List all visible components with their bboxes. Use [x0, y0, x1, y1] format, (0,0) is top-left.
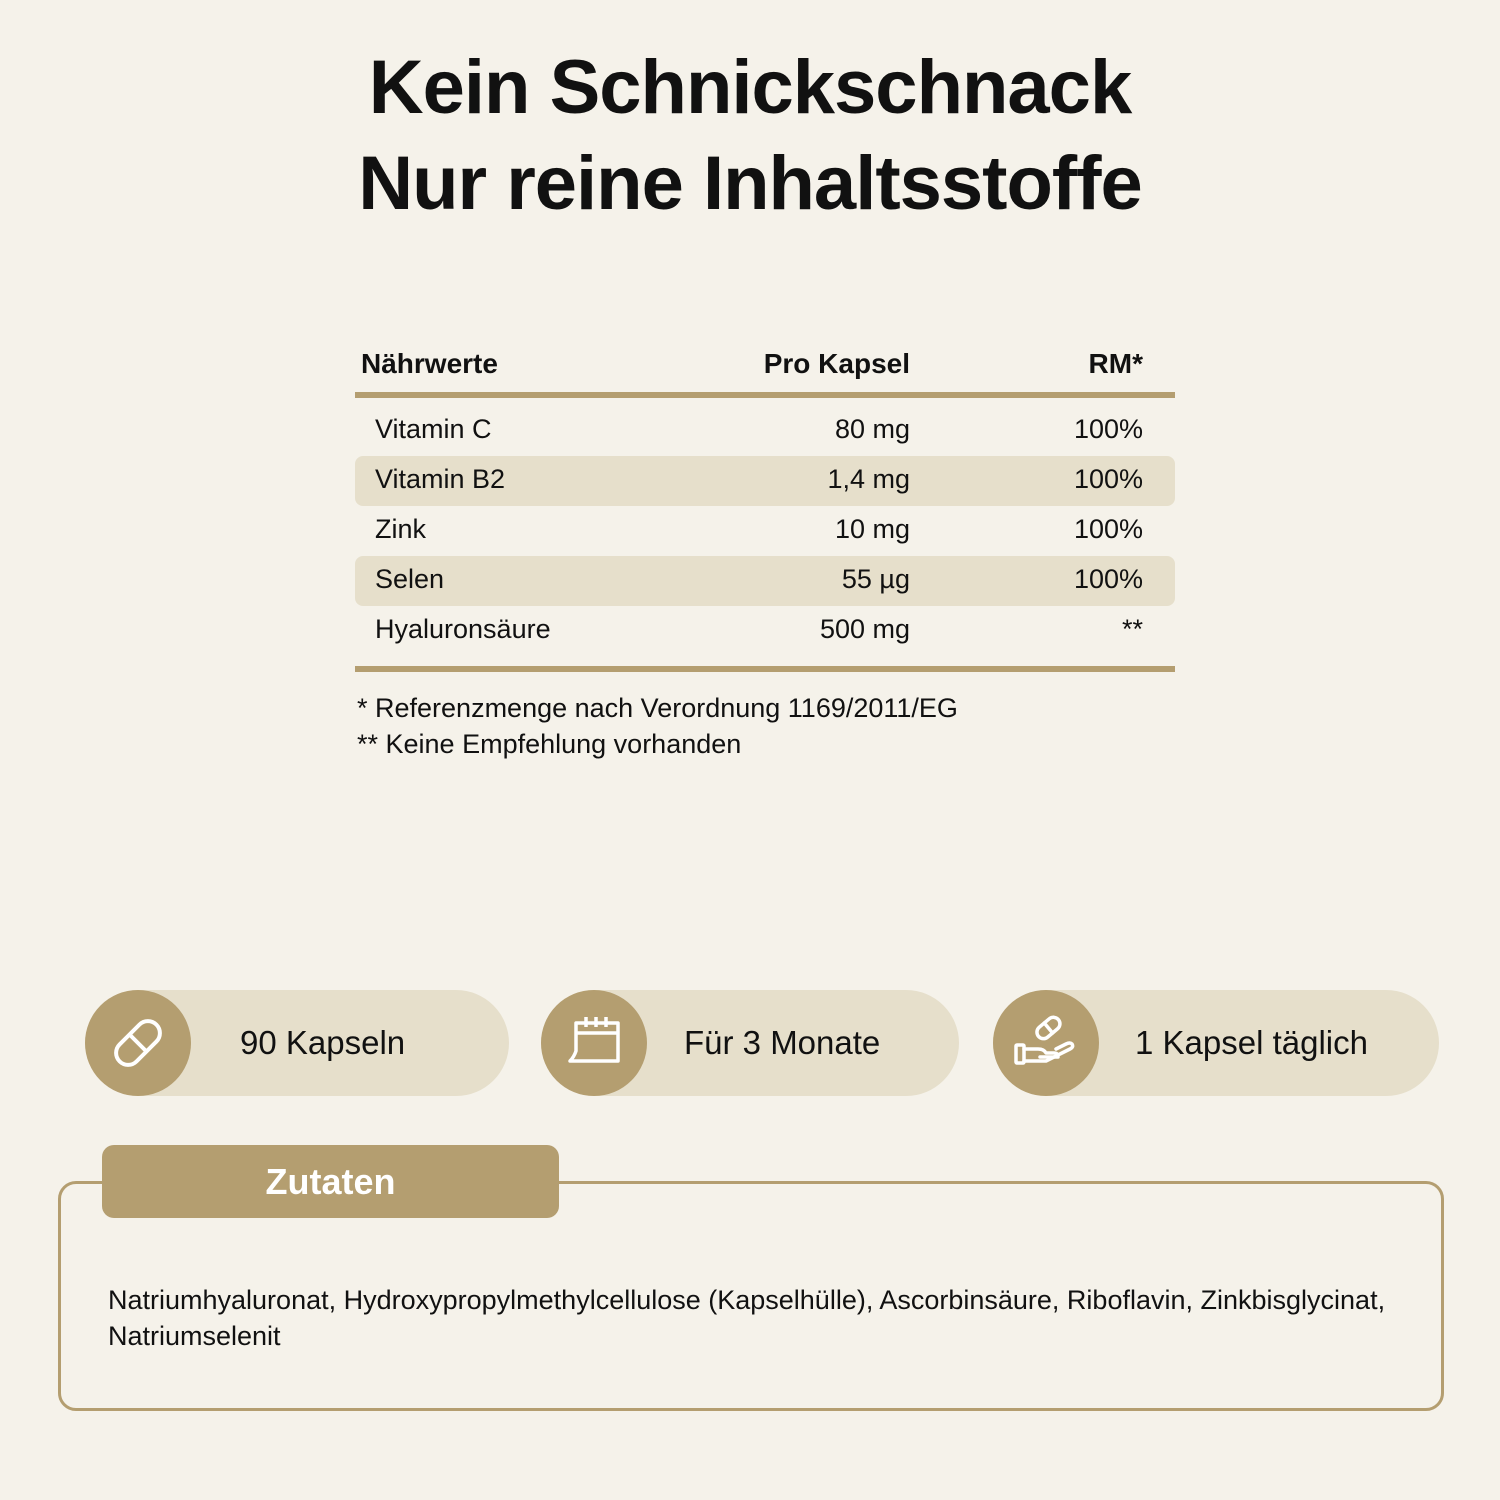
- footnote-no-recommendation: ** Keine Empfehlung vorhanden: [357, 729, 742, 759]
- badge-capsules: [85, 990, 509, 1096]
- row-amount: 1,4 mg: [827, 464, 910, 494]
- headline-line-1: Kein Schnickschnack: [368, 45, 1132, 130]
- row-amount: 500 mg: [819, 614, 910, 644]
- ingredients-text: Natriumhyaluronat, Hydroxypropylmethylcellulose (Kapselhülle), Ascorbinsäure, Riboflavin, Zinkbisglycinat, Natriumselenit: [108, 1285, 1386, 1351]
- table-header: [355, 340, 1175, 398]
- badge-icon-circle: [85, 990, 191, 1096]
- row-rm: **: [1121, 614, 1143, 644]
- nutrition-table: [355, 340, 1175, 672]
- row-amount: 10 mg: [834, 514, 910, 544]
- header-naehrwerte: Nährwerte: [361, 348, 498, 379]
- badge-icon-circle: [541, 990, 647, 1096]
- table-row: [355, 556, 1175, 606]
- hand-pill-icon: [1012, 1011, 1080, 1075]
- row-name: Vitamin B2: [375, 464, 506, 494]
- row-rm: 100%: [1073, 514, 1143, 544]
- header-rm: RM*: [1088, 348, 1143, 379]
- table-row: [355, 406, 1175, 456]
- row-rm: 100%: [1073, 464, 1143, 494]
- row-rm: 100%: [1073, 564, 1143, 594]
- headline-line-2: Nur reine Inhaltsstoffe: [358, 141, 1142, 226]
- header-pro-kapsel: Pro Kapsel: [763, 348, 910, 379]
- row-amount: 80 mg: [834, 414, 910, 444]
- table-row: [355, 456, 1175, 506]
- table-row: [355, 606, 1175, 656]
- badge-label: 1 Kapsel täglich: [1135, 1024, 1368, 1061]
- row-name: Selen: [375, 564, 445, 594]
- badge-months: [541, 990, 959, 1096]
- badge-label: Für 3 Monate: [684, 1024, 881, 1061]
- footnote-reference: * Referenzmenge nach Verordnung 1169/2011/EG: [357, 693, 958, 723]
- footnotes: [357, 690, 958, 762]
- row-name: Vitamin C: [375, 414, 492, 444]
- calendar-icon: [562, 1011, 626, 1075]
- row-name: Hyaluronsäure: [375, 614, 551, 644]
- table-body: [355, 398, 1175, 672]
- ingredients-title: Zutaten: [102, 1145, 559, 1218]
- table-row: [355, 506, 1175, 556]
- row-amount: 55 µg: [841, 564, 910, 594]
- headline: [0, 40, 1500, 232]
- badge-daily: [993, 990, 1439, 1096]
- badge-icon-circle: [993, 990, 1099, 1096]
- capsule-icon: [106, 1011, 170, 1075]
- row-name: Zink: [375, 514, 427, 544]
- row-rm: 100%: [1073, 414, 1143, 444]
- badge-label: 90 Kapseln: [240, 1024, 406, 1061]
